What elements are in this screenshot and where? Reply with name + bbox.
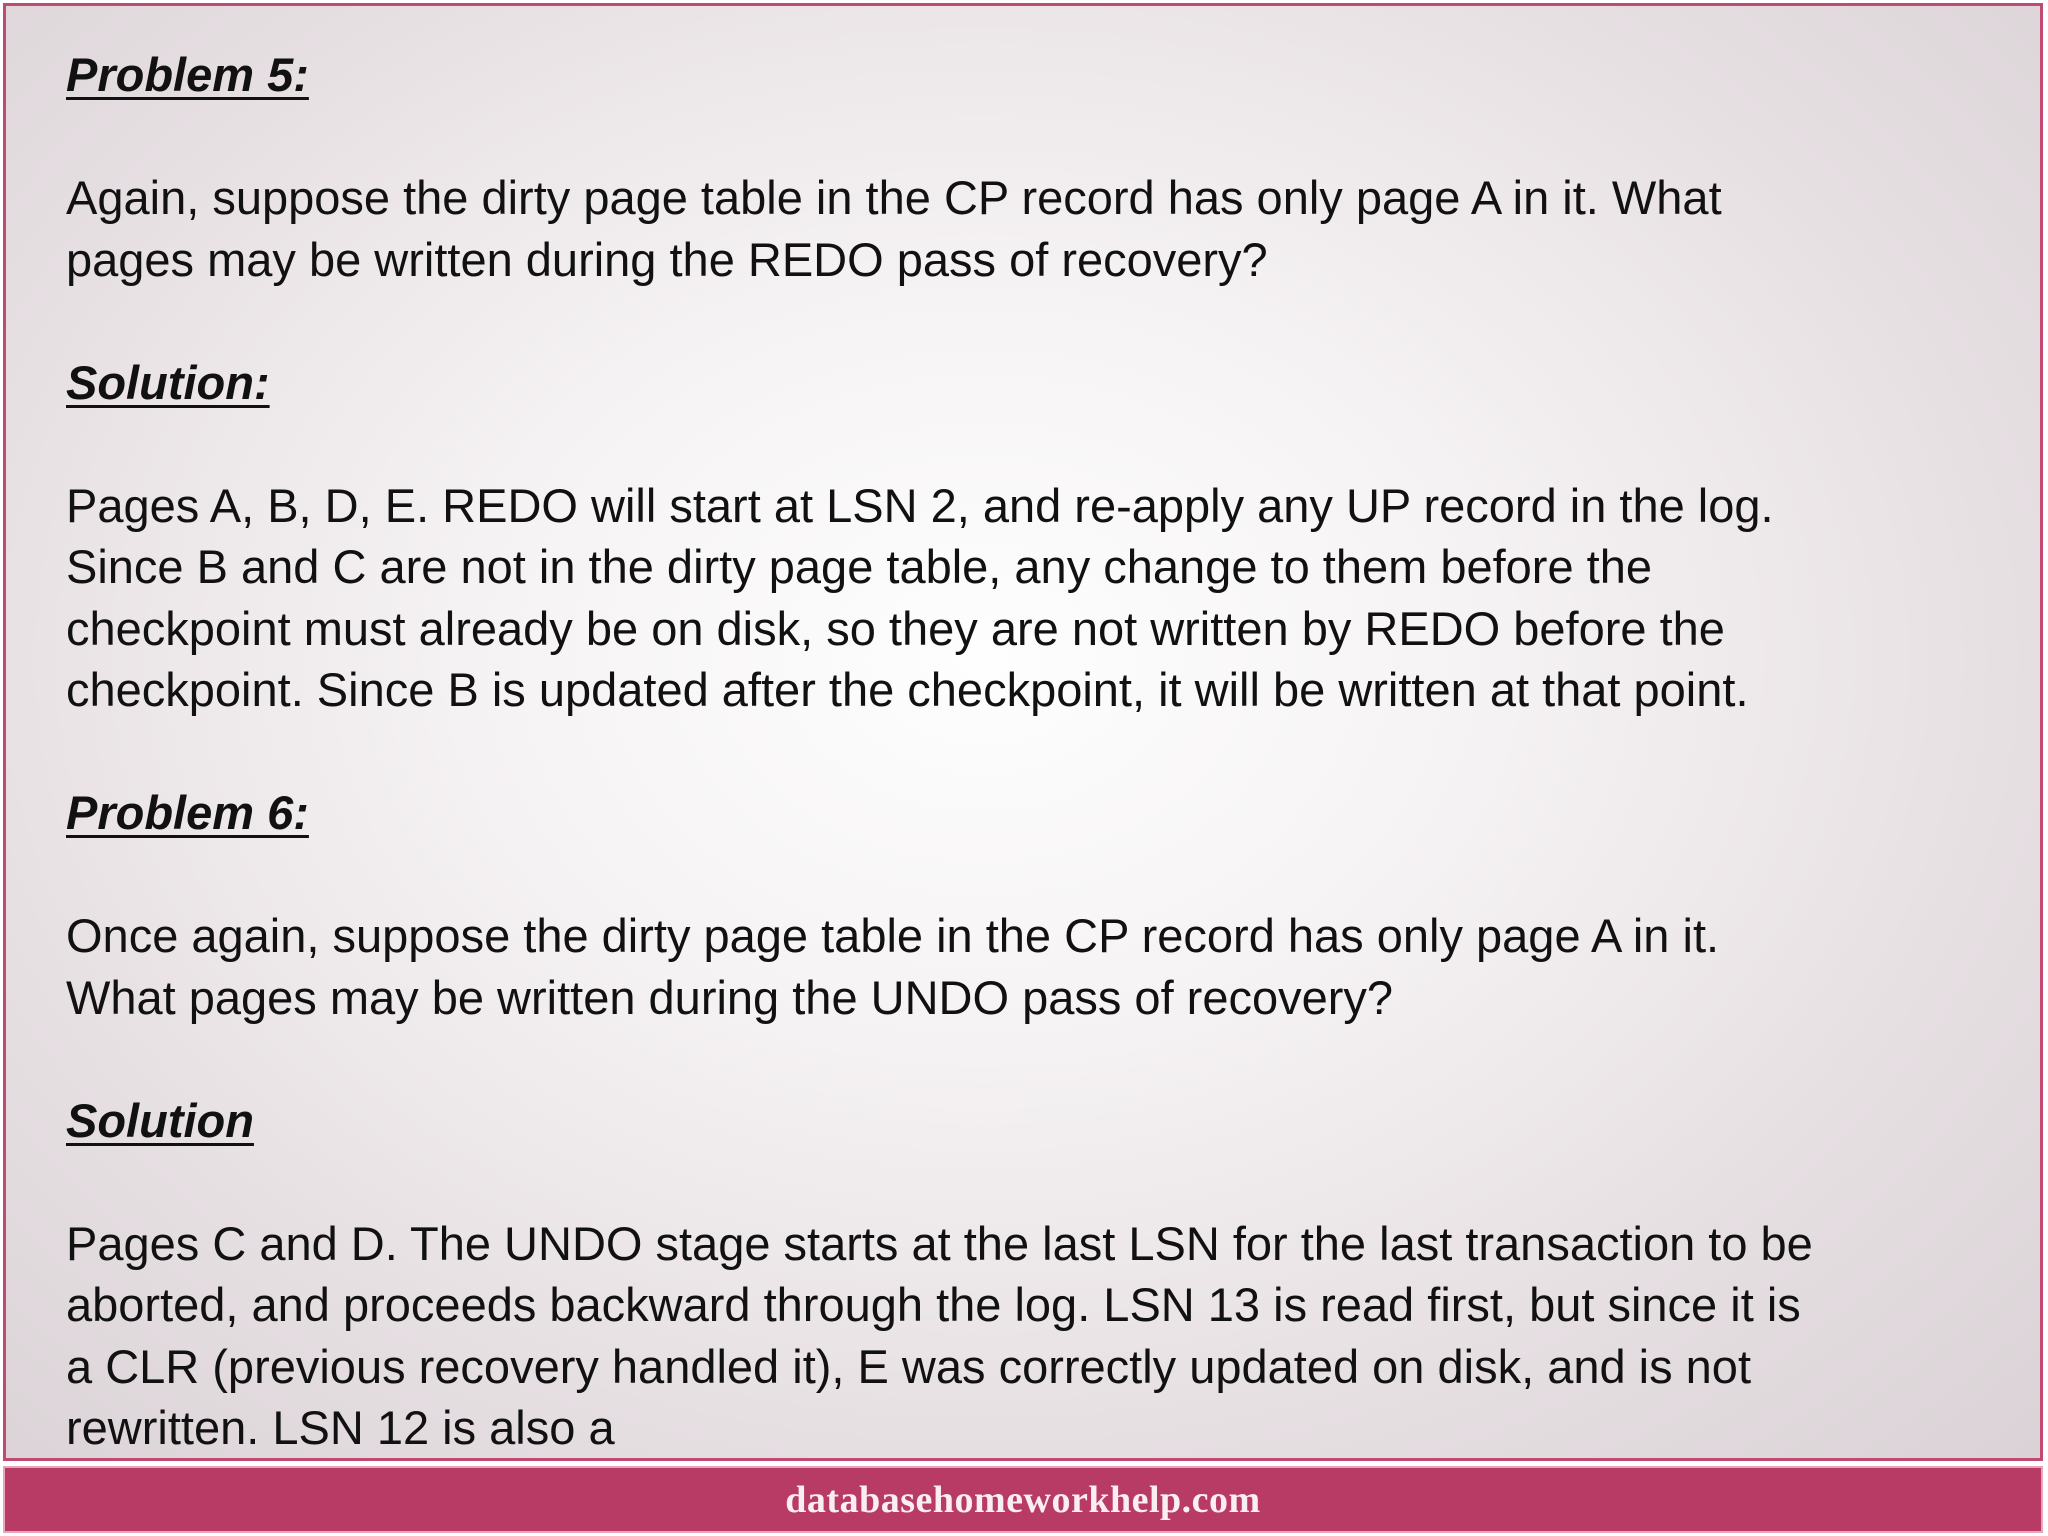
solution-6-heading: Solution <box>66 1093 254 1147</box>
problem-6-question: Once again, suppose the dirty page table in the CP record has only page A in it. What pages may be written during the UNDO pass of recovery? <box>66 909 1720 1024</box>
solution-5-text: Pages A, B, D, E. REDO will start at LSN 2, and re-apply any UP record in the log. Since B and C are not in the dirty page table, any change to them before the checkpoint must already be on disk, so they are not written by REDO before the checkpoint. Since B is updated after the checkpoint, it will be written at that point. <box>66 478 1774 716</box>
spacer <box>66 106 2006 168</box>
spacer <box>66 1151 2006 1213</box>
slide-content <box>66 44 2006 1459</box>
solution-5-heading: Solution: <box>66 355 270 409</box>
spacer <box>66 413 2006 475</box>
slide-frame <box>3 3 2043 1461</box>
footer-website-text: databasehomeworkhelp.com <box>785 1478 1261 1521</box>
problem-5-heading: Problem 5: <box>66 48 309 101</box>
solution-6-text: Pages C and D. The UNDO stage starts at the last LSN for the last transaction to be aborted, and proceeds backward through the log. LSN 13 is read first, but since it is a CLR (previous recovery handled it), E was correctly updated on disk, and is not rewritten. LSN 12 is also a <box>66 1216 1813 1454</box>
spacer <box>66 844 2006 906</box>
footer-bar <box>3 1466 2043 1533</box>
spacer <box>66 290 2006 352</box>
spacer <box>66 721 2006 783</box>
problem-6-heading: Problem 6: <box>66 786 309 839</box>
problem-5-question: Again, suppose the dirty page table in the CP record has only page A in it. What pages may be written during the REDO pass of recovery? <box>66 171 1722 286</box>
spacer <box>66 1028 2006 1090</box>
